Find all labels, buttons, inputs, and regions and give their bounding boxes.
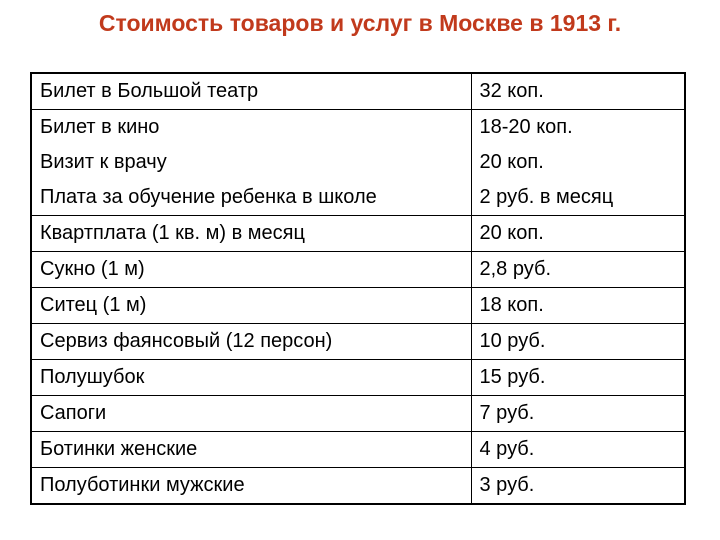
price-cell: 18-20 коп. bbox=[471, 110, 685, 146]
price-cell: 20 коп. bbox=[471, 216, 685, 252]
price-cell: 18 коп. bbox=[471, 288, 685, 324]
item-name-cell: Ситец (1 м) bbox=[31, 288, 471, 324]
price-cell: 15 руб. bbox=[471, 360, 685, 396]
price-cell: 2,8 руб. bbox=[471, 252, 685, 288]
table-row bbox=[31, 73, 685, 110]
price-cell: 3 руб. bbox=[471, 468, 685, 505]
table-row bbox=[31, 180, 685, 216]
item-name-cell: Билет в кино bbox=[31, 110, 471, 146]
price-cell: 2 руб. в месяц bbox=[471, 180, 685, 216]
table-row bbox=[31, 360, 685, 396]
table-row bbox=[31, 432, 685, 468]
price-cell: 10 руб. bbox=[471, 324, 685, 360]
price-cell: 20 коп. bbox=[471, 145, 685, 180]
table-row bbox=[31, 288, 685, 324]
item-name-cell: Сервиз фаянсовый (12 персон) bbox=[31, 324, 471, 360]
item-name-cell: Сапоги bbox=[31, 396, 471, 432]
table-row bbox=[31, 145, 685, 180]
item-name-cell: Полуботинки мужские bbox=[31, 468, 471, 505]
price-cell: 4 руб. bbox=[471, 432, 685, 468]
item-name-cell: Полушубок bbox=[31, 360, 471, 396]
price-table bbox=[30, 72, 686, 505]
price-cell: 32 коп. bbox=[471, 73, 685, 110]
table-row bbox=[31, 110, 685, 146]
table-row bbox=[31, 216, 685, 252]
table-row bbox=[31, 252, 685, 288]
table-row bbox=[31, 468, 685, 505]
table-row bbox=[31, 396, 685, 432]
page-title: Стоимость товаров и услуг в Москве в 1913 г. bbox=[98, 10, 622, 36]
item-name-cell: Плата за обучение ребенка в школе bbox=[31, 180, 471, 216]
item-name-cell: Ботинки женские bbox=[31, 432, 471, 468]
price-cell: 7 руб. bbox=[471, 396, 685, 432]
item-name-cell: Билет в Большой театр bbox=[31, 73, 471, 110]
item-name-cell: Визит к врачу bbox=[31, 145, 471, 180]
item-name-cell: Квартплата (1 кв. м) в месяц bbox=[31, 216, 471, 252]
item-name-cell: Сукно (1 м) bbox=[31, 252, 471, 288]
table-row bbox=[31, 324, 685, 360]
